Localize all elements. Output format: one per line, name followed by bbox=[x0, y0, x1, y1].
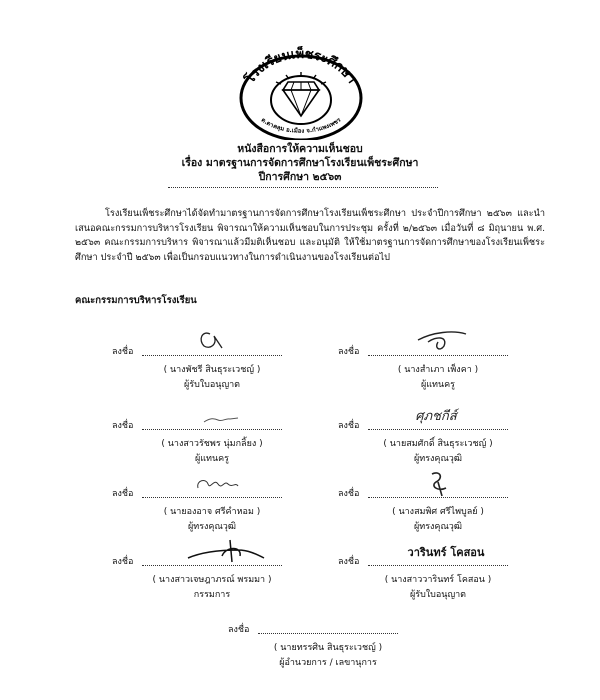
signatory-name: ( นางสมพิศ ศรีไพบูลย์ ) bbox=[392, 507, 484, 517]
signature-line bbox=[142, 429, 282, 430]
handwritten-signature bbox=[152, 392, 272, 432]
signature-line bbox=[258, 633, 398, 634]
signature-line bbox=[368, 429, 508, 430]
handwritten-signature bbox=[378, 460, 498, 500]
signatory-role: ผู้อำนวยการ / เลขานุการ bbox=[279, 658, 377, 668]
signature-block-8 bbox=[338, 528, 558, 600]
svg-text:ต.ตาคลุม อ.เมือง จ.กำแพงเพชร: ต.ตาคลุม อ.เมือง จ.กำแพงเพชร bbox=[259, 116, 343, 135]
signature-line bbox=[368, 565, 508, 566]
sign-label: ลงชื่อ bbox=[112, 489, 134, 499]
dotted-divider bbox=[168, 187, 438, 188]
svg-text:วารินทร์ โคสอน: วารินทร์ โคสอน bbox=[407, 546, 485, 559]
handwritten-signature bbox=[152, 528, 272, 568]
signatory-role: ผู้แทนครู bbox=[420, 380, 455, 390]
handwritten-signature bbox=[378, 318, 498, 358]
signatory-name: ( นางสาววารินทร์ โคสอน ) bbox=[384, 575, 492, 585]
signatory-name: ( นางสำเภา เพ็งคา ) bbox=[397, 365, 479, 375]
signatory-name: ( นางพัชรี สินธุระเวชญ์ ) bbox=[163, 365, 261, 375]
handwritten-signature bbox=[378, 528, 498, 568]
svg-text:ศุภชกีส์: ศุภชกีส์ bbox=[415, 409, 457, 424]
signatory-role: ผู้ทรงคุณวุฒิ bbox=[414, 522, 462, 532]
signature-block-7 bbox=[112, 528, 332, 600]
signatory-name: ( นายองอาจ ศรีคำหอม ) bbox=[163, 507, 261, 517]
signatory-name: ( นางสาวเจษฎาภรณ์ พรมมา ) bbox=[152, 575, 272, 585]
signature-block-1 bbox=[112, 318, 332, 390]
signature-line bbox=[142, 565, 282, 566]
signatory-name: ( นายสมศักดิ์ สินธุระเวชญ์ ) bbox=[383, 439, 493, 449]
signature-block-9 bbox=[228, 596, 448, 668]
handwritten-signature bbox=[152, 460, 272, 500]
handwritten-signature bbox=[152, 318, 272, 358]
signatory-role: ผู้ทรงคุณวุฒิ bbox=[188, 522, 236, 532]
signature-block-4 bbox=[338, 392, 558, 464]
body-paragraph bbox=[75, 207, 545, 265]
signatory-role: ผู้ทรงคุณวุฒิ bbox=[414, 454, 462, 464]
sign-label: ลงชื่อ bbox=[338, 489, 360, 499]
signatory-role: ผู้รับใบอนุญาต bbox=[183, 380, 241, 390]
academic-year: ปีการศึกษา ๒๕๖๓ bbox=[258, 171, 342, 183]
signature-line bbox=[368, 497, 508, 498]
signature-block-3 bbox=[112, 392, 332, 464]
body-text: โรงเรียนเพ็ชระศึกษาได้จัดทำมาตรฐานการจัดการศึกษาโรงเรียนเพ็ชระศึกษา ประจำปีการศึกษา ๒๕๖๓ และนำเสนอคณะกรรมการบริหารโรงเรียน พิจารณาให้ความเห็นชอบในการประชุม ครั้งที่ ๒/๒๕๖๓ เมื่อวันที่ ๘ มิถุนายน พ.ศ. ๒๕๖๓ คณะกรรมการบริหาร พิจารณาแล้วมีมติเห็นชอบ และอนุมัติ ให้ใช้มาตรฐานการจัดการศึกษาของโรงเรียนเพ็ชระศึกษา ประจำปี ๒๕๖๓ เพื่อเป็นกรอบแนวทางในการดำเนินงานของโรงเรียนต่อไป bbox=[75, 208, 545, 263]
document-title: หนังสือการให้ความเห็นชอบ bbox=[237, 143, 363, 155]
signatory-role: กรรมการ bbox=[193, 590, 231, 600]
signatory-name: ( นายทรรศิน สินธุระเวชญ์ ) bbox=[273, 643, 383, 653]
signature-line bbox=[368, 355, 508, 356]
handwritten-signature bbox=[378, 392, 498, 432]
signatory-role: ผู้รับใบอนุญาต bbox=[409, 590, 467, 600]
sign-label: ลงชื่อ bbox=[338, 347, 360, 357]
sign-label: ลงชื่อ bbox=[338, 557, 360, 567]
sign-label: ลงชื่อ bbox=[112, 347, 134, 357]
sign-label: ลงชื่อ bbox=[338, 421, 360, 431]
committee-heading: คณะกรรมการบริหารโรงเรียน bbox=[75, 295, 197, 306]
signature-block-2 bbox=[338, 318, 558, 390]
school-logo bbox=[228, 46, 374, 140]
svg-text:โรงเรียนเพ็ชระศึกษา: โรงเรียนเพ็ชระศึกษา bbox=[242, 46, 360, 87]
signature-line bbox=[142, 355, 282, 356]
signature-block-5 bbox=[112, 460, 332, 532]
sign-label: ลงชื่อ bbox=[228, 625, 250, 635]
sign-label: ลงชื่อ bbox=[112, 421, 134, 431]
signatory-name: ( นางสาวรัชพร นุ่มกลิ้ยง ) bbox=[161, 439, 263, 449]
signature-block-6 bbox=[338, 460, 558, 532]
document-subject: เรื่อง มาตรฐานการจัดการศึกษาโรงเรียนเพ็ชระศึกษา bbox=[181, 157, 419, 169]
signatory-role: ผู้แทนครู bbox=[194, 454, 229, 464]
signature-line bbox=[142, 497, 282, 498]
sign-label: ลงชื่อ bbox=[112, 557, 134, 567]
